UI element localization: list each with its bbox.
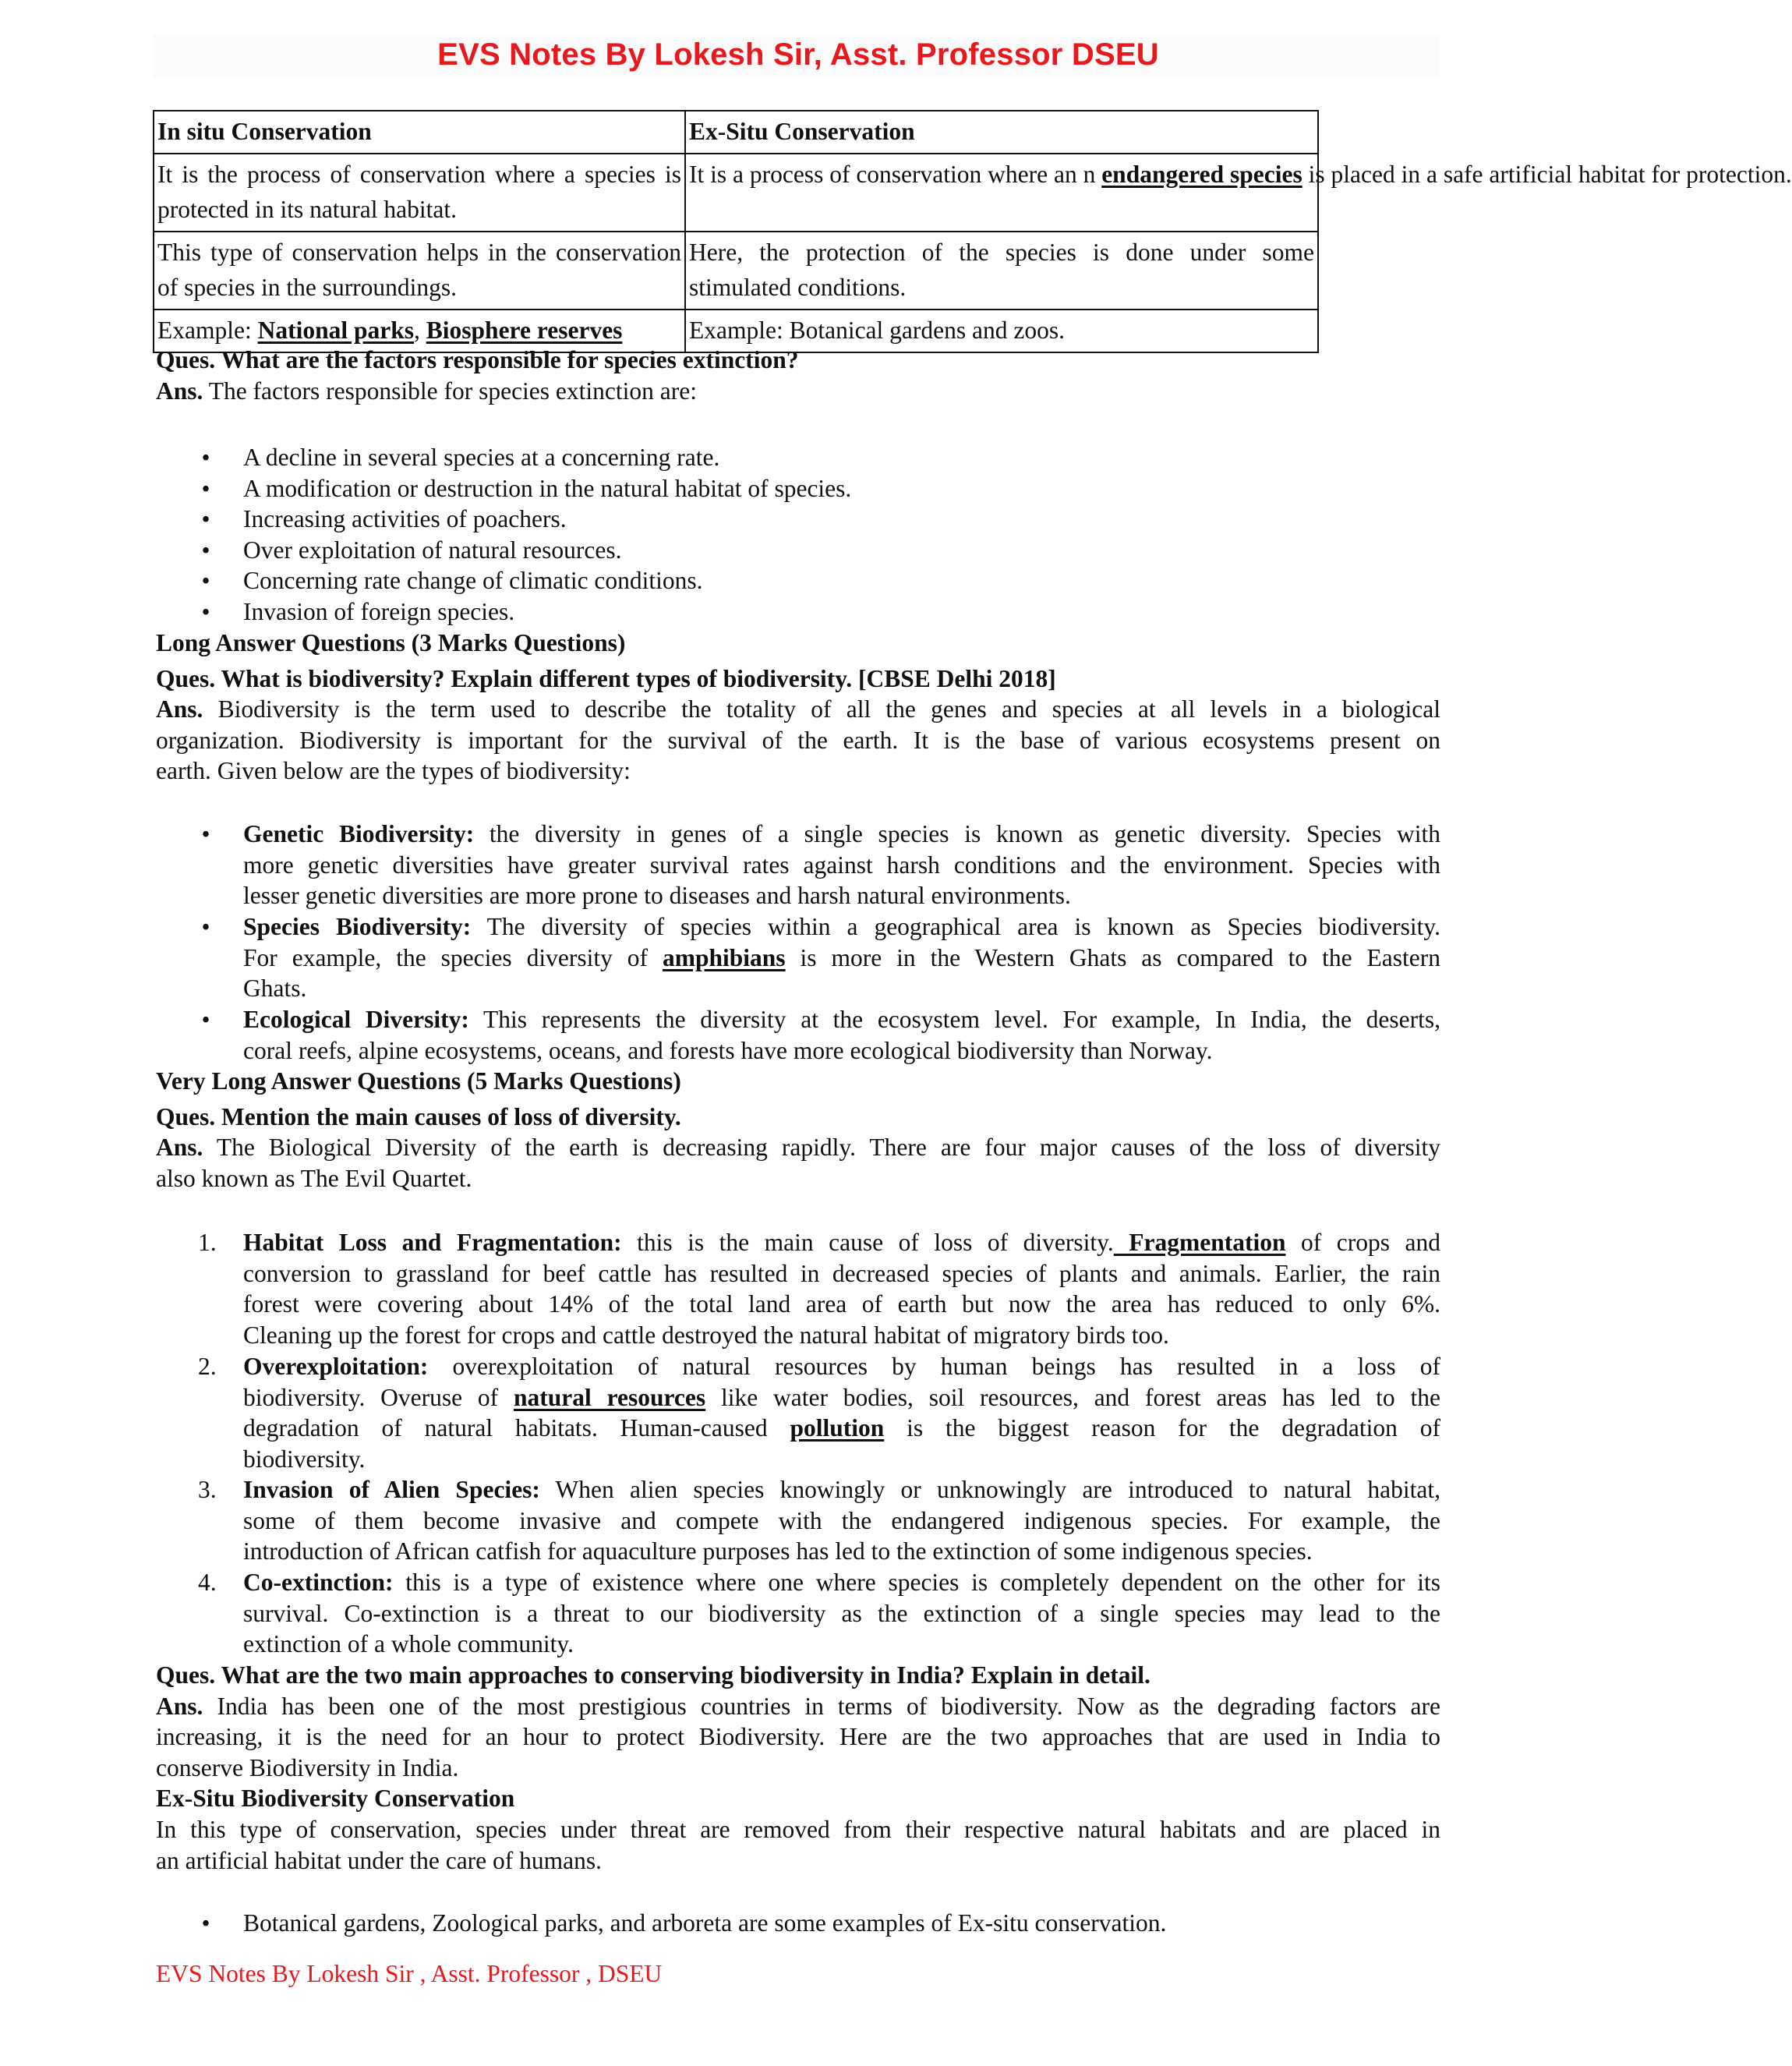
answer-line: also known as The Evil Quartet. [156, 1164, 472, 1192]
long-answer-section [156, 628, 1440, 787]
answer-label: Ans. [156, 695, 203, 723]
item-line [243, 943, 1440, 974]
answer-line: conserve Biodiversity in India. [156, 1753, 459, 1781]
bullet-icon: • [201, 505, 210, 532]
table-cell: This type of conservation helps in the conservation of species in the surroundings. [154, 232, 685, 310]
question-text: Ques. Mention the main causes of loss of diversity. [156, 1102, 681, 1130]
paragraph-line: an artificial habitat under the care of humans. [156, 1846, 602, 1874]
cell-text: is placed in a safe artificial habitat for protection. [1302, 161, 1792, 188]
item-line [243, 1351, 1440, 1382]
answer-line [156, 1132, 1440, 1163]
item-line: Ghats. [243, 975, 307, 1003]
answer-body: Biodiversity is the term used to describe the totality of all the genes and species at all levels in a biological [203, 695, 1440, 723]
page-footer: EVS Notes By Lokesh Sir , Asst. Professor , DSEU [156, 1960, 663, 1987]
answer-label: Ans. [156, 1692, 203, 1720]
paragraph-line: In this type of conservation, species under threat are removed from their respective natural habitats and are placed in [156, 1815, 1440, 1843]
item-line [243, 1567, 1440, 1598]
answer-line: earth. Given below are the types of biodiversity: [156, 757, 631, 785]
answer-label: Ans. [156, 1134, 203, 1162]
bullet-icon: • [201, 820, 210, 847]
item-line [243, 1227, 1440, 1258]
bullet-icon: • [201, 536, 210, 564]
bullet-icon: • [201, 475, 210, 502]
answer-text [156, 376, 1440, 407]
item-line [243, 1382, 1440, 1413]
item-text: When alien species knowingly or unknowingly are introduced to natural habitat, [539, 1476, 1440, 1503]
list-item-alien-species [243, 1474, 1440, 1567]
link-natural-resources[interactable]: natural resources [513, 1383, 706, 1411]
item-text: biodiversity. Overuse of [243, 1383, 514, 1411]
list-item: Increasing activities of poachers. [243, 505, 567, 532]
item-text: this is the main cause of loss of diversity. [621, 1229, 1114, 1256]
answer-label: Ans. [156, 377, 203, 405]
list-item: Over exploitation of natural resources. [243, 536, 622, 564]
answer-line: increasing, it is the need for an hour to protect Biodiversity. Here are the two approaches that are used in India to [156, 1723, 1440, 1751]
item-text: like water bodies, soil resources, and forest areas has led to the [705, 1383, 1440, 1411]
item-line: coral reefs, alpine ecosystems, oceans, and forests have more ecological biodiversity than Norway. [243, 1036, 1213, 1064]
answer-line [156, 694, 1440, 725]
item-line: forest were covering about 14% of the total land area of earth but now the area has reduced to only 6%. [243, 1290, 1440, 1318]
table-header-insitu: In situ Conservation [154, 111, 685, 154]
item-line [243, 1413, 1440, 1444]
list-number: 4. [198, 1569, 217, 1596]
section-heading: Very Long Answer Questions (5 Marks Questions) [156, 1067, 681, 1095]
list-item-overexploitation [243, 1351, 1440, 1474]
bullet-icon: • [201, 567, 210, 594]
item-label: Habitat Loss and Fragmentation: [243, 1229, 622, 1256]
section-heading: Long Answer Questions (3 Marks Questions) [156, 629, 626, 656]
answer-line: organization. Biodiversity is important for the survival of the earth. It is the base of various ecosystems present on [156, 726, 1440, 754]
item-line: conversion to grassland for beef cattle has resulted in decreased species of plants and animals. Earlier, the rain [243, 1259, 1440, 1287]
item-line [243, 1474, 1440, 1505]
list-item: Concerning rate change of climatic conditions. [243, 567, 703, 594]
bullet-icon: • [201, 913, 210, 940]
table-header-row [154, 111, 1318, 154]
item-line: some of them become invasive and compete with the endangered indigenous species. For example, the [243, 1506, 1440, 1534]
question-conservation-approaches [156, 1660, 1440, 1876]
list-item: A decline in several species at a concerning rate. [243, 444, 720, 471]
item-text: overexploitation of natural resources by human beings has resulted in a loss of [428, 1353, 1440, 1380]
cell-text: Example: [157, 317, 258, 344]
cell-text: It is a process of conservation where an n [689, 161, 1102, 188]
answer-body: The factors responsible for species extinction are: [203, 377, 697, 405]
link-pollution[interactable]: pollution [790, 1414, 885, 1442]
table-header-exsitu: Ex-Situ Conservation [685, 111, 1318, 154]
item-line: lesser genetic diversities are more prone to diseases and harsh natural environments. [243, 882, 1071, 910]
item-line [243, 1004, 1440, 1035]
item-line: biodiversity. [243, 1445, 366, 1473]
table-cell: Example: Botanical gardens and zoos. [685, 310, 1318, 352]
item-label: Genetic Biodiversity: [243, 820, 475, 847]
item-line: more genetic diversities have greater survival rates against harsh conditions and the environment. Species with [243, 851, 1440, 879]
sub-heading: Ex-Situ Biodiversity Conservation [156, 1785, 515, 1813]
list-item-co-extinction [243, 1567, 1440, 1660]
question-text: Ques. What are the factors responsible for species extinction? [156, 346, 799, 373]
table-cell: Here, the protection of the species is done under some stimulated conditions. [685, 232, 1318, 310]
item-text: is the biggest reason for the degradation of [884, 1414, 1441, 1442]
table-row [154, 154, 1318, 232]
item-text: For example, the species diversity of [243, 943, 663, 971]
table-cell [685, 154, 1792, 232]
item-line: introduction of African catfish for aquaculture purposes has led to the extinction of some indigenous species. [243, 1537, 1313, 1565]
item-label: Overexploitation: [243, 1353, 429, 1380]
conservation-comparison-table [153, 110, 1792, 353]
list-item-ecological [243, 1004, 1440, 1066]
list-item: A modification or destruction in the natural habitat of species. [243, 475, 852, 502]
item-text: degradation of natural habitats. Human-caused [243, 1414, 790, 1442]
item-text: This represents the diversity at the ecosystem level. For example, In India, the deserts, [468, 1006, 1440, 1033]
item-line [243, 819, 1440, 850]
item-label: Invasion of Alien Species: [243, 1476, 540, 1503]
item-text: of crops and [1285, 1229, 1440, 1256]
list-item: Botanical gardens, Zoological parks, and arboreta are some examples of Ex-situ conservation. [243, 1909, 1167, 1937]
list-number: 2. [198, 1353, 217, 1380]
question-species-extinction [156, 345, 1440, 406]
link-biosphere-reserves[interactable]: Biosphere reserves [426, 317, 623, 344]
table-cell: It is the process of conservation where a species is protected in its natural habitat. [154, 154, 685, 232]
item-text: this is a type of existence where one where species is completely dependent on the other for its [393, 1569, 1440, 1596]
question-text: Ques. What is biodiversity? Explain different types of biodiversity. [CBSE Delhi 2018] [156, 664, 1056, 692]
page-title: EVS Notes By Lokesh Sir, Asst. Professor DSEU [437, 37, 1159, 72]
link-fragmentation[interactable]: Fragmentation [1113, 1229, 1286, 1256]
item-line [243, 911, 1440, 943]
item-label: Species Biodiversity: [243, 913, 472, 940]
list-item-species [243, 911, 1440, 1004]
item-line: Cleaning up the forest for crops and cattle destroyed the natural habitat of migratory birds too. [243, 1321, 1169, 1349]
table-row [154, 232, 1318, 310]
answer-line [156, 1691, 1440, 1722]
item-label: Co-extinction: [243, 1569, 394, 1596]
list-number: 3. [198, 1476, 217, 1503]
very-long-answer-section [156, 1066, 1440, 1194]
bullet-icon: • [201, 1006, 210, 1033]
item-label: Ecological Diversity: [243, 1006, 469, 1033]
list-item-genetic [243, 819, 1440, 911]
bullet-icon: • [201, 1909, 210, 1937]
list-item-habitat-loss [243, 1227, 1440, 1350]
bullet-icon: • [201, 444, 210, 471]
link-amphibians[interactable]: amphibians [662, 943, 786, 971]
link-national-parks[interactable]: National parks [257, 317, 415, 344]
bullet-icon: • [201, 598, 210, 625]
question-text: Ques. What are the two main approaches to conserving biodiversity in India? Explain in detail. [156, 1661, 1150, 1689]
cell-text: , [414, 317, 426, 344]
item-text: The diversity of species within a geographical area is known as Species biodiversity. [471, 913, 1440, 940]
item-line: survival. Co-extinction is a threat to our biodiversity as the extinction of a single species may lead to the [243, 1599, 1440, 1627]
link-endangered-species[interactable]: endangered species [1101, 161, 1302, 188]
item-line: extinction of a whole community. [243, 1630, 574, 1658]
answer-body: India has been one of the most prestigious countries in terms of biodiversity. Now as the degrading factors are [203, 1692, 1440, 1720]
list-number: 1. [198, 1229, 217, 1256]
item-text: the diversity in genes of a single species is known as genetic diversity. Species with [474, 820, 1440, 847]
list-item: Invasion of foreign species. [243, 598, 515, 625]
answer-body: The Biological Diversity of the earth is decreasing rapidly. There are four major causes of the loss of diversity [203, 1134, 1440, 1162]
item-text: is more in the Western Ghats as compared to the Eastern [785, 943, 1440, 971]
